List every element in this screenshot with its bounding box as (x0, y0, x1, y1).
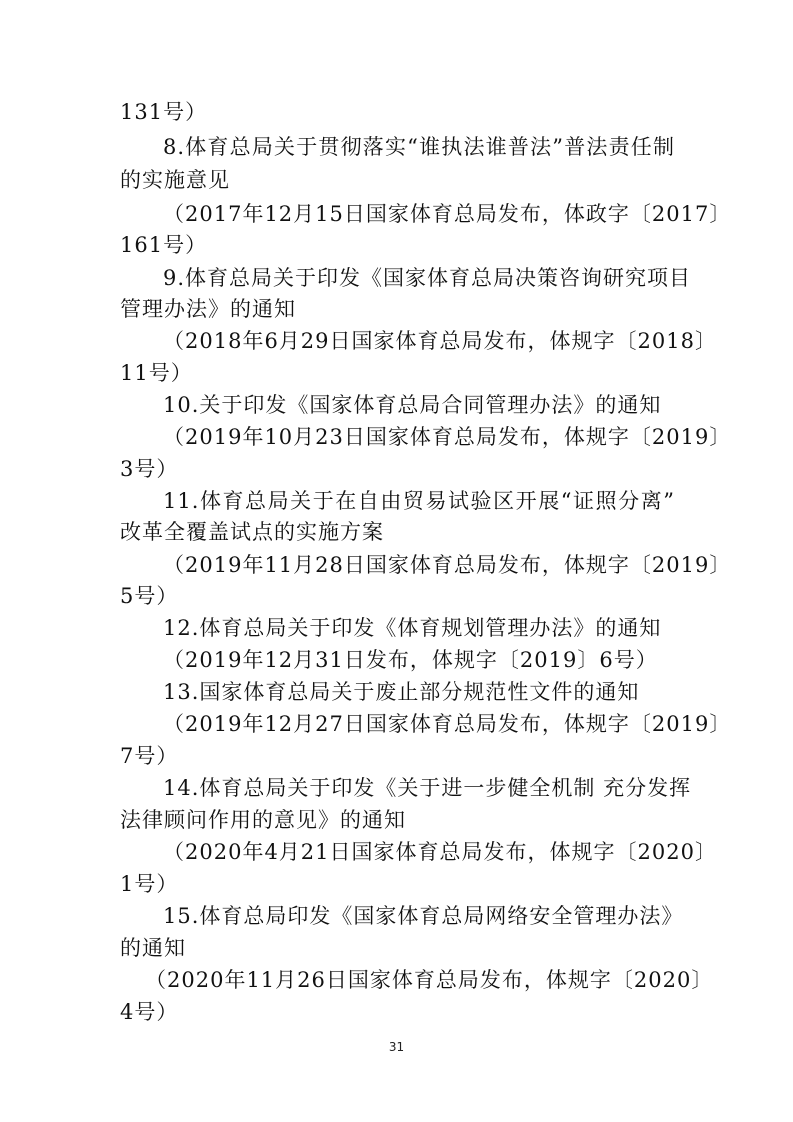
item-title: 8.体育总局关于贯彻落实“谁执法谁普法”普法责任制 (163, 135, 675, 159)
item-source: （2019年12月27日国家体育总局发布，体规字〔2019〕 (163, 712, 732, 736)
item-title: 9.体育总局关于印发《国家体育总局决策咨询研究项目 (163, 266, 692, 290)
item-title-continued: 管理办法》的通知 (120, 297, 296, 321)
item-title: 13.国家体育总局关于废止部分规范性文件的通知 (163, 680, 640, 704)
item-title-continued: 的实施意见 (120, 168, 230, 192)
item-source-continued: 5号） (120, 584, 179, 608)
item-title: 12.体育总局关于印发《体育规划管理办法》的通知 (163, 616, 662, 640)
item-title: 14.体育总局关于印发《关于进一步健全机制 充分发挥 (163, 776, 692, 800)
item-source-continued: 161号） (120, 233, 208, 257)
item-source-continued: 3号） (120, 457, 179, 481)
item-source: （2020年4月21日国家体育总局发布，体规字〔2020〕 (163, 840, 717, 864)
item-source: （2019年10月23日国家体育总局发布，体规字〔2019〕 (163, 425, 732, 449)
page-number: 31 (388, 1040, 405, 1054)
item-title: 15.体育总局印发《国家体育总局网络安全管理办法》 (163, 904, 684, 928)
text-line: 131号） (120, 100, 208, 124)
item-title-continued: 的通知 (120, 936, 186, 960)
item-source-continued: 1号） (120, 872, 179, 896)
item-source: （2018年6月29日国家体育总局发布，体规字〔2018〕 (163, 329, 717, 353)
item-source-continued: 11号） (120, 361, 193, 385)
item-source: （2019年11月28日国家体育总局发布，体规字〔2019〕 (163, 553, 732, 577)
item-source: （2017年12月15日国家体育总局发布，体政字〔2017〕 (163, 202, 732, 226)
item-title: 11.体育总局关于在自由贸易试验区开展“证照分离” (163, 489, 675, 513)
item-title: 10.关于印发《国家体育总局合同管理办法》的通知 (163, 393, 662, 417)
item-source-continued: 4号） (120, 1000, 179, 1024)
item-source-continued: 7号） (120, 744, 179, 768)
item-title-continued: 改革全覆盖试点的实施方案 (120, 520, 384, 544)
item-source: （2020年11月26日国家体育总局发布，体规字〔2020〕 (145, 968, 714, 992)
item-source: （2019年12月31日发布，体规字〔2019〕6号） (163, 648, 658, 672)
item-title-continued: 法律顾问作用的意见》的通知 (120, 808, 406, 832)
